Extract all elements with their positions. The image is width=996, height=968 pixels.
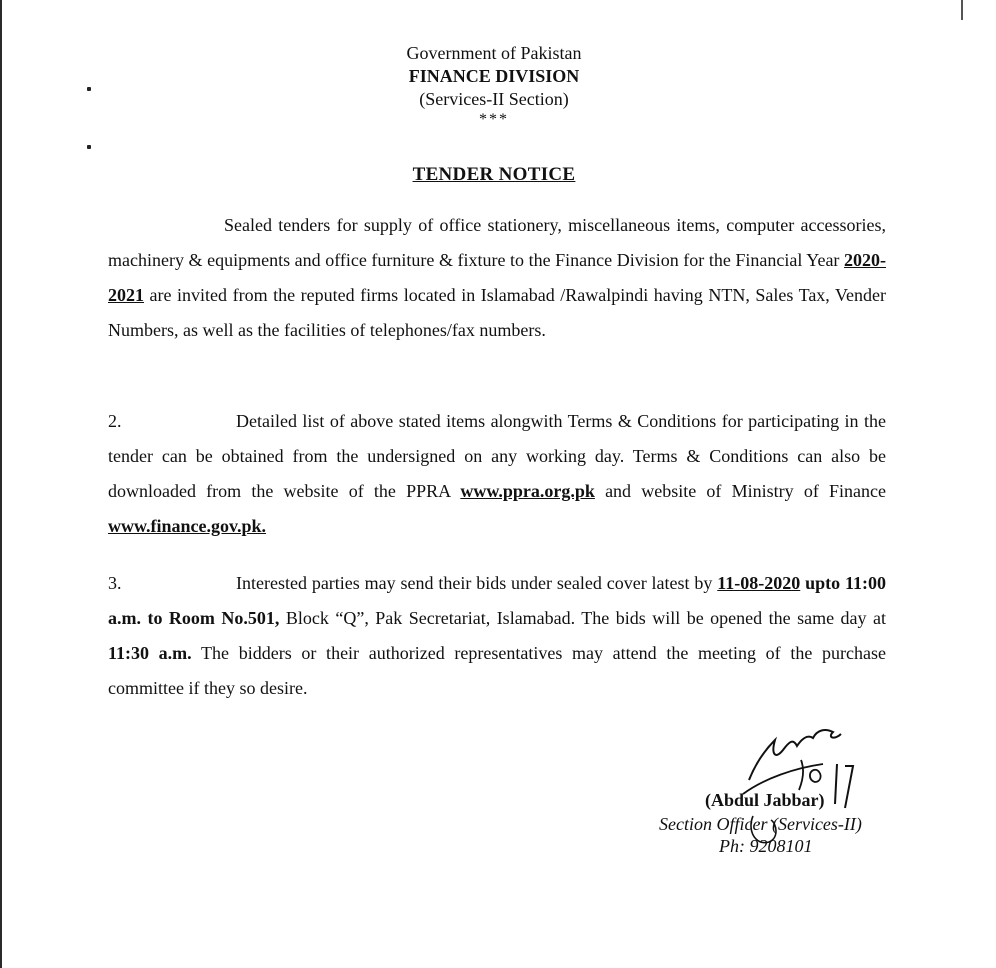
opening-time: 11:30 a.m. xyxy=(108,643,192,663)
letterhead xyxy=(300,42,688,129)
scan-edge-right xyxy=(961,0,963,20)
financial-year: 2020-2021 xyxy=(108,250,886,305)
para3-number: 3. xyxy=(108,573,122,593)
paragraph-3 xyxy=(108,566,886,706)
punch-mark xyxy=(87,87,91,91)
para3-text-b: Block “Q”, Pak Secretariat, Islamabad. The bids will be opened the same day at xyxy=(279,608,886,628)
finance-link[interactable]: www.finance.gov.pk. xyxy=(108,516,267,536)
para1-text-a: Sealed tenders for supply of office stationery, miscellaneous items, computer accessories, machinery & equipments and office furniture & fixture to the Finance Division for the Financial Year xyxy=(108,215,886,270)
para1-text-b: are invited from the reputed firms located in Islamabad /Rawalpindi having NTN, Sales Tax, Vender Numbers, as well as the facilities of telephones/fax numbers. xyxy=(108,285,886,340)
ppra-link[interactable]: www.ppra.org.pk xyxy=(460,481,595,501)
para2-text-b: and website of Ministry of Finance xyxy=(594,481,886,501)
signatory-name: (Abdul Jabbar) xyxy=(705,790,825,810)
paragraph-1 xyxy=(108,208,886,348)
signatory-phone: Ph: 9208101 xyxy=(719,836,813,856)
para3-text-c: The bidders or their authorized representatives may attend the meeting of the purchase committee if they so desire. xyxy=(108,643,886,698)
para3-text-a: Interested parties may send their bids under sealed cover latest by xyxy=(236,573,718,593)
page-title: TENDER NOTICE xyxy=(412,164,576,185)
punch-mark xyxy=(87,145,91,149)
government-line: Government of Pakistan xyxy=(406,43,582,63)
separator-stars: *** xyxy=(479,111,509,128)
scan-edge-left xyxy=(0,0,2,968)
division-line: FINANCE DIVISION xyxy=(408,66,580,86)
submission-time-room: upto 11:00 a.m. to Room No.501, xyxy=(108,573,886,628)
signature-block xyxy=(655,720,915,870)
para2-text-a: Detailed list of above stated items alongwith Terms & Conditions for participating in the tender can be obtained from the undersigned on any working day. Terms & Conditions can also be downloaded from the website of the PPRA xyxy=(108,411,886,501)
submission-date: 11-08-2020 xyxy=(717,573,801,593)
section-line: (Services-II Section) xyxy=(419,89,569,109)
para2-number: 2. xyxy=(108,411,122,431)
signatory-designation: Section Officer (Services-II) xyxy=(659,814,862,834)
paragraph-2 xyxy=(108,404,886,544)
